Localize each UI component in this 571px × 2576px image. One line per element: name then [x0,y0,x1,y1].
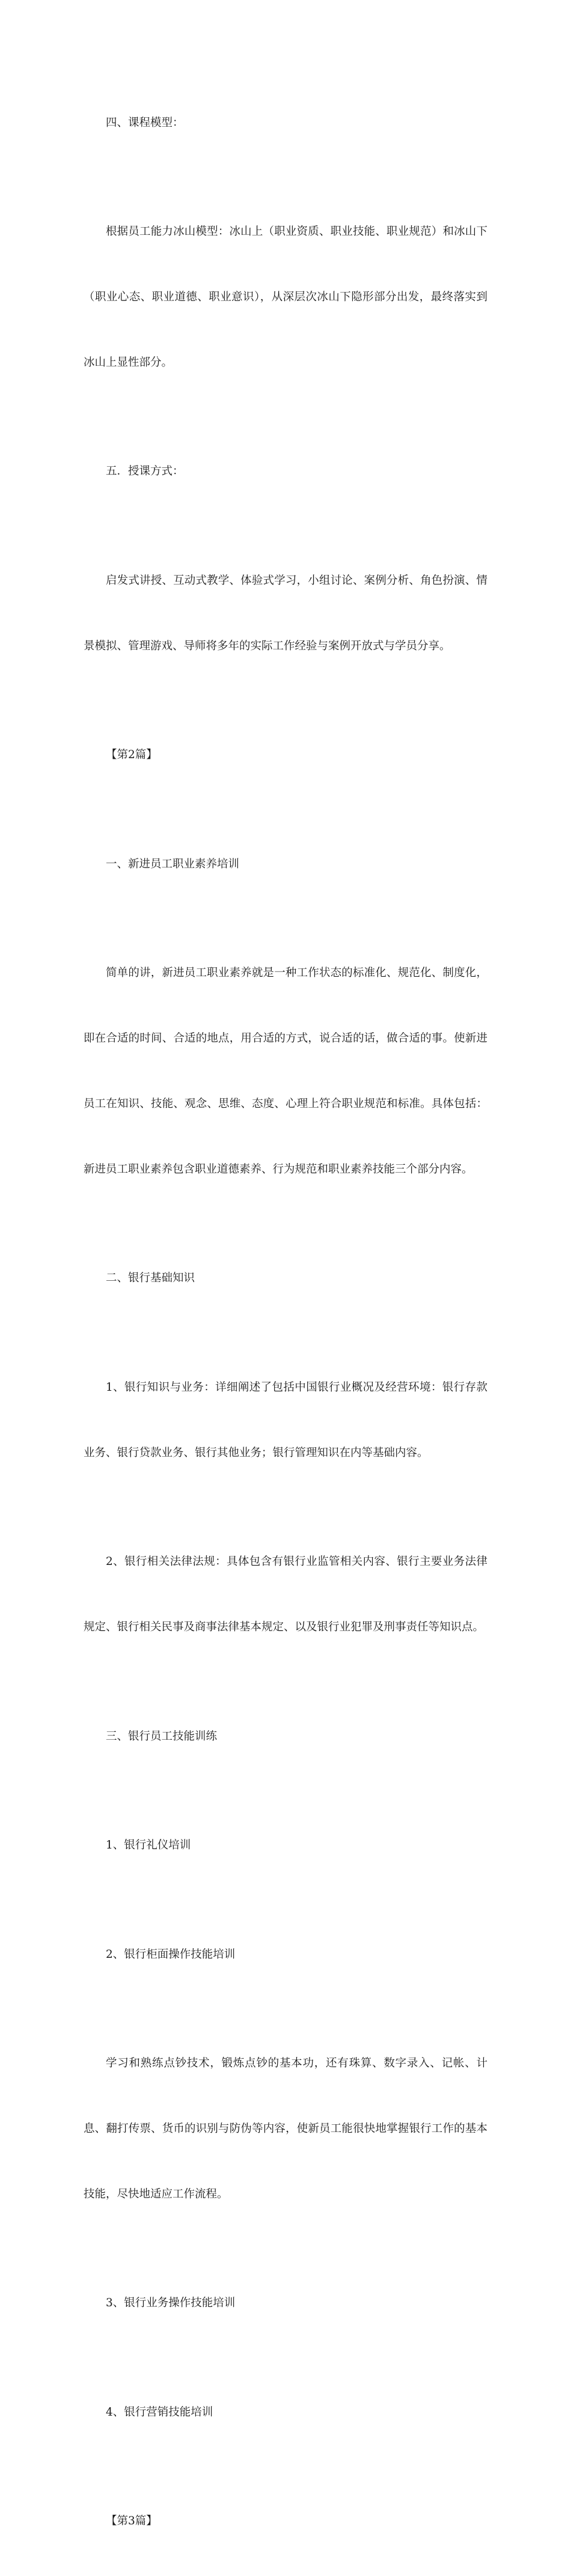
item-counter-operations [84,1900,487,2009]
text-line: 五．授课方式： [106,465,184,478]
text-line: 新进员工职业素养包含职业道德素养、行为规范和职业素养技能三个部分内容。 [84,1162,473,1176]
text-line: 1、银行知识与业务：详细阐述了包括中国银行业概况及经营环境：银行存款 [106,1381,487,1394]
text-line: 规定、银行相关民事及商事法律基本规定、以及银行业犯罪及刑事责任等知识点。 [84,1621,484,1634]
text-line: 学习和熟练点钞技术，锻炼点钞的基本功，还有珠算、数字录入、记帐、计 [106,2057,487,2070]
paragraph-counter-skills [84,2009,487,2249]
item-marketing [84,2358,487,2467]
text-line: 简单的讲，新进员工职业素养就是一种工作状态的标准化、规范化、制度化， [106,967,487,980]
text-line: 一、新进员工职业素养培训 [106,857,240,870]
document-body [84,68,487,2576]
text-line: 四、课程模型： [106,116,184,129]
item-etiquette [84,1791,487,1900]
text-line: 3、银行业务操作技能培训 [106,2297,236,2310]
article-heading-2 [84,701,487,810]
text-line: 技能，尽快地适应工作流程。 [84,2187,228,2201]
text-line: 即在合适的时间、合适的地点，用合适的方式，说合适的话，做合适的事。使新进 [84,1032,487,1045]
paragraph-teaching-method [84,526,487,700]
text-line: 景模拟、管理游戏、导师将多年的实际工作经验与案例开放式与学员分享。 [84,639,451,652]
text-line: 2、银行相关法律法规：具体包含有银行业监管相关内容、银行主要业务法律 [106,1555,487,1569]
text-line: 二、银行基础知识 [106,1272,195,1285]
text-line: 冰山上显性部分。 [84,356,173,369]
text-line: 启发式讲授、互动式教学、体验式学习，小组讨论、案例分析、角色扮演、情 [106,574,487,587]
paragraph-bank-knowledge [84,1333,487,1507]
section-heading-teaching-method [84,418,487,526]
text-line: 根据员工能力冰山模型：冰山上（职业资质、职业技能、职业规范）和冰山下 [106,225,487,238]
article-heading-3 [84,2467,487,2576]
section-heading-bank-basics [84,1224,487,1333]
paragraph-iceberg-model [84,177,487,417]
text-line: 4、银行营销技能培训 [106,2405,213,2419]
text-line: 1、银行礼仪培训 [106,1839,191,1852]
section-heading-new-employee [84,810,487,919]
text-line: 员工在知识、技能、观念、思维、态度、心理上符合职业规范和标准。具体包括： [84,1097,487,1110]
section-heading-course-model [84,68,487,177]
text-line: 2、银行柜面操作技能培训 [106,1948,236,1961]
text-line: 三、银行员工技能训练 [106,1730,218,1743]
text-line: （职业心态、职业道德、职业意识），从深层次冰山下隐形部分出发，最终落实到 [84,290,487,303]
text-line: 【第2篇】 [106,749,157,762]
paragraph-bank-law [84,1508,487,1682]
item-business-operations [84,2249,487,2358]
section-heading-skills [84,1682,487,1791]
text-line: 息、翻打传票、货币的识别与防伪等内容，使新员工能很快地掌握银行工作的基本 [84,2122,487,2135]
text-line: 【第3篇】 [106,2515,157,2528]
paragraph-new-employee [84,919,487,1224]
text-line: 业务、银行贷款业务、银行其他业务；银行管理知识在内等基础内容。 [84,1446,429,1459]
